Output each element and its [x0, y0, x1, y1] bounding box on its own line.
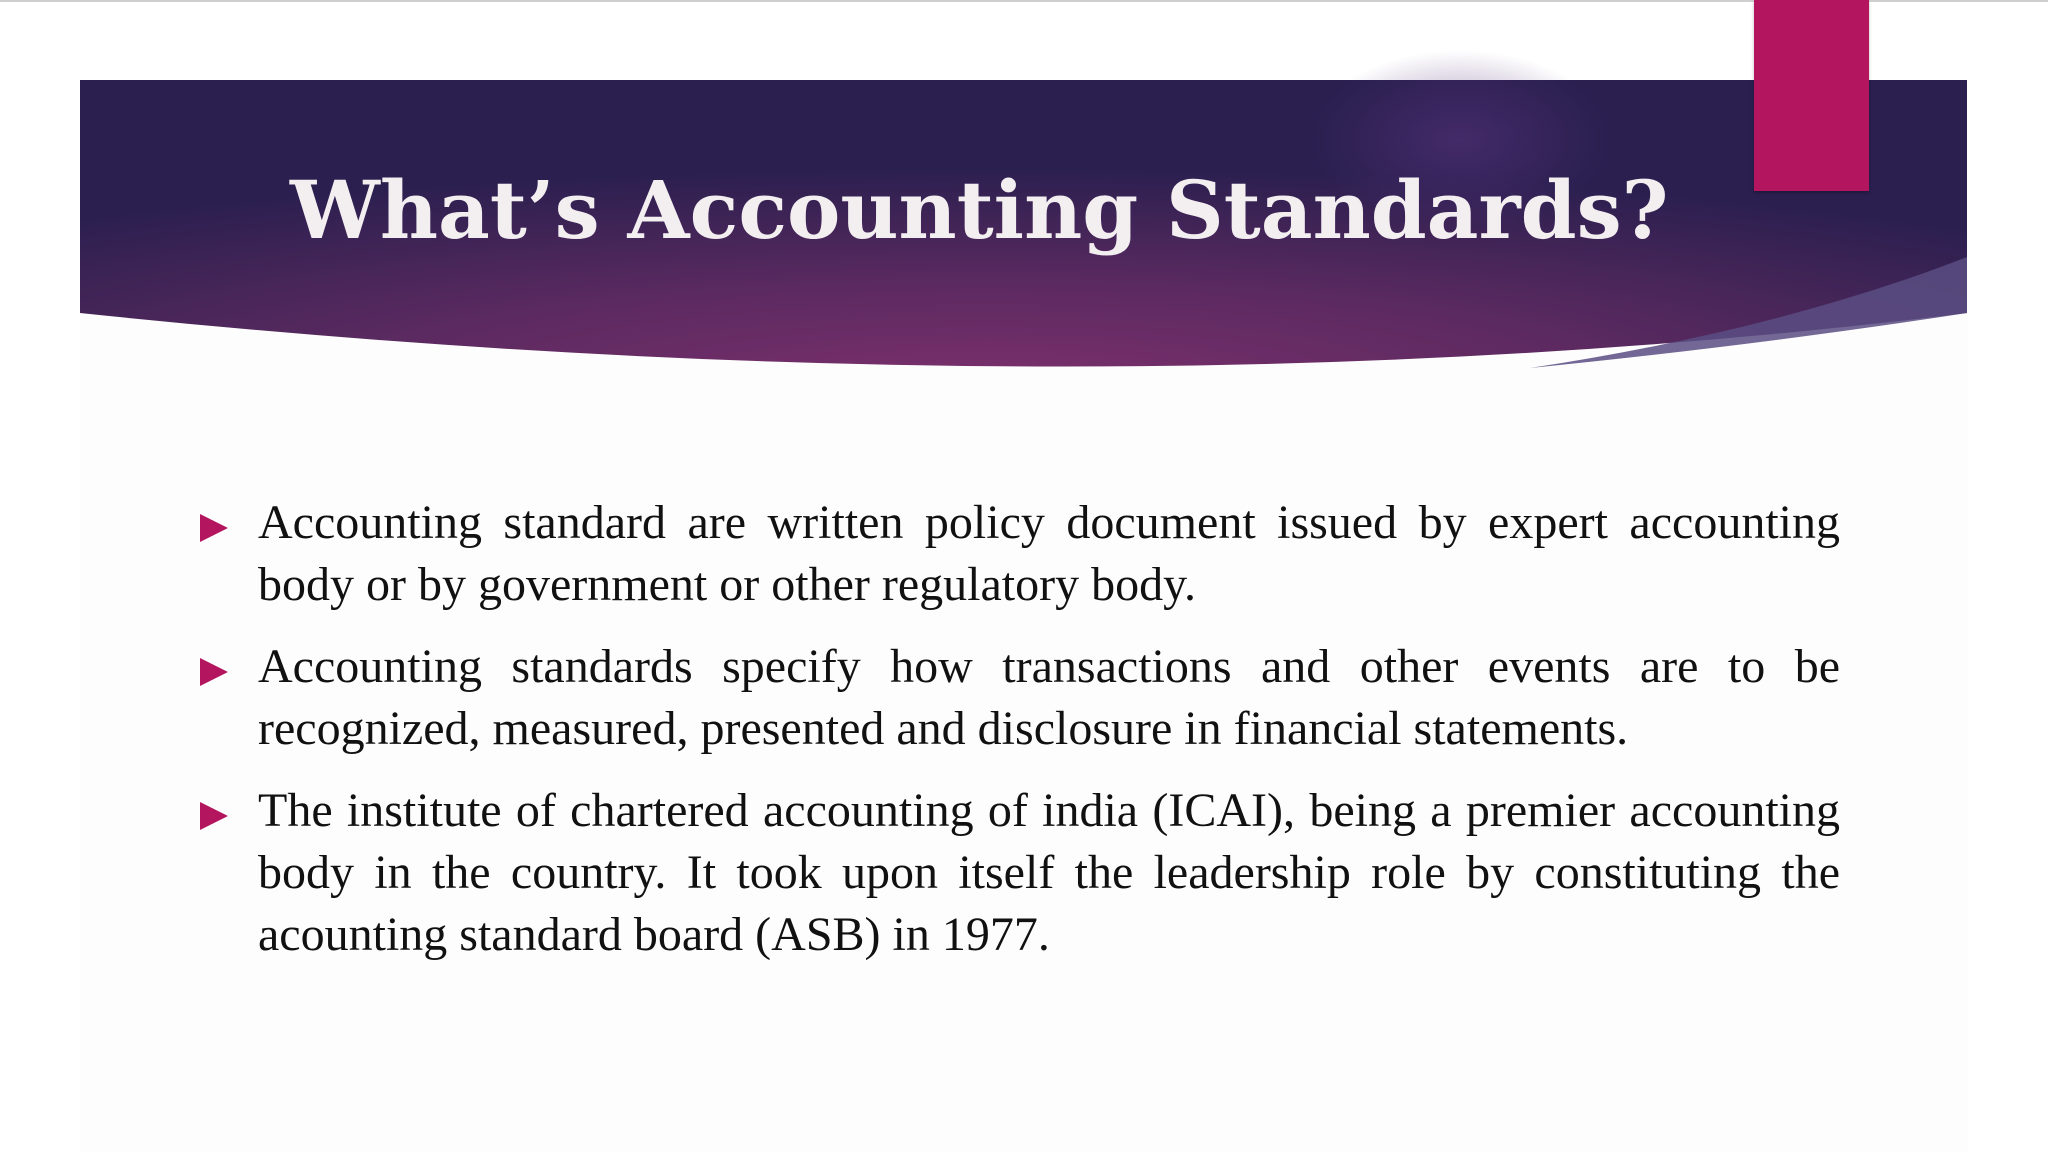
bullet-item [200, 636, 1840, 760]
bullet-text: Accounting standards specify how transactions and other events are to be recognized, measured, presented and disclosure in financial statements. [258, 640, 1840, 755]
bullet-text: Accounting standard are written policy document issued by expert accounting body or by government or other regulatory body. [258, 496, 1840, 611]
slide-title: What’s Accounting Standards? [290, 163, 1669, 257]
bullet-list [200, 492, 1840, 986]
accent-tab [1754, 0, 1869, 191]
triangle-right-icon [200, 514, 228, 542]
bullet-item [200, 492, 1840, 616]
triangle-right-icon [200, 658, 228, 686]
triangle-right-icon [200, 802, 228, 830]
bullet-text: The institute of chartered accounting of india (ICAI), being a premier accounting body in the country. It took upon itself the leadership role by constituting the acounting standard board (ASB) in 1977. [258, 784, 1840, 961]
bullet-item [200, 780, 1840, 966]
